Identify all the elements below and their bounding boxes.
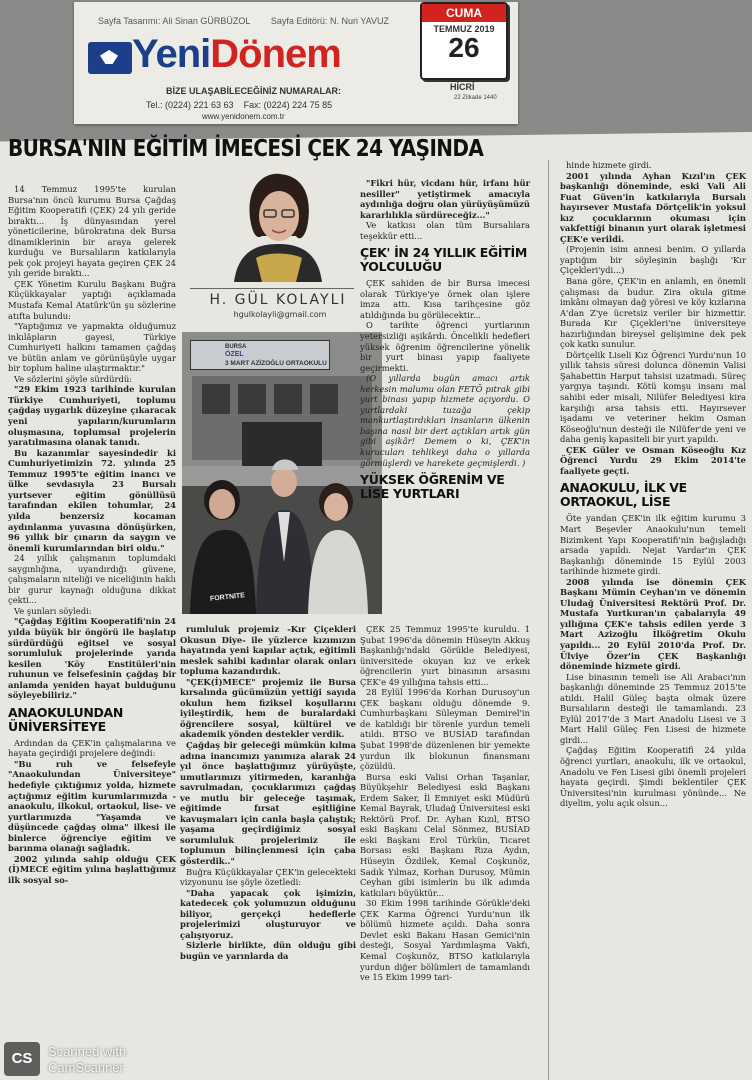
article-paragraph: 30 Ekim 1998 tarihinde Görükle'deki ÇEK Karma Öğrenci Yurdu'nun ilk bölümü hizmete açıldı. Daha sonra Devlet eski Bakanı Hasan Gemici'nin desteği, Sosyal Yardımlaşma Vakfı, Kemal Coşkunöz, BTSO katkılarıyla yurdun diğer bölümleri de tamamlandı ve 15 Ekim 1999 tari- (360, 898, 530, 983)
article-paragraph: 14 Temmuz 1995'te kurulan Bursa'nın öncü kurumu Bursa Çağdaş Eğitim Kooperatifi (ÇEK) 24 yılı geride bıraktı... İş dünyasından yerel yöneticilerine, bürokratına dek Bursa dinamiklerinin bir araya gelerek kurduğu ve Bursalıların katkılarıyla pek çok projeyi hayata geçiren ÇEK 24 yılı geride bıraktı... (8, 184, 176, 279)
school-photo (182, 332, 382, 614)
article-paragraph: hinde hizmete girdi. (566, 160, 652, 170)
article-paragraph: 24 yıllık çalışmanın toplumdaki saygınlığına, uyandırdığı güvene, çalışmaların niteliği ve niceliğinin haklı bir gurur kaynağı olduğuna dikkat çekti... (8, 553, 176, 606)
column-divider (548, 160, 549, 1080)
author-email: hgulkolayli@gmail.com (233, 310, 327, 319)
sign-school-name: 3 MART AZİZOĞLU ORTAOKULU (225, 360, 327, 367)
section-heading: ANAOKULUNDAN ÜNİVERSİTEYE (8, 704, 124, 734)
section-heading: ANAOKULU, İLK VE ORTAOKUL, LİSE (560, 480, 687, 510)
contact-numbers (146, 100, 332, 110)
article-paragraph: (Projenin isim annesi benim. O yıllarda yaptığım bir söyleşinin başlığı 'Kır Çiçekleri'ydi...) (560, 244, 746, 276)
article-headline: BURSA'NIN EĞİTİM İMECESİ ÇEK 24 YAŞINDA (8, 134, 484, 162)
article-paragraph: 2008 yılında ise dönemin ÇEK Başkanı Mümin Ceyhan'ın ve dönemin Uludağ Üniversitesi Rektörü Prof. Dr. Mustafa Yurtkuran'ın çabalarıyla 49 yıllığına ÇEK'e tahsis edilen yerde 3 Mart Azizoğlu İlköğretim Okulu yapıldı... 20 Eylül 2010'da Prof. Dr. Ülviye Özer'in ÇEK Başkanlığı döneminde hizmete girdi. (560, 576, 746, 672)
phone-number: Tel.: (0224) 221 63 63 (146, 100, 234, 110)
day-number: 26 (448, 32, 480, 63)
hicri-date: 22 Zilkade 1440 (454, 95, 497, 101)
article-paragraph: "Yaptığımız ve yapmakta olduğumuz inkılâpların gayesi, Türkiye Cumhuriyeti halkını tamamen çağdaş ve bütün anlam ve görünüşüyle uygar bir toplum haline ulaştırmaktır." (8, 321, 176, 374)
article-paragraph: ÇEK Güler ve Osman Köseoğlu Kız Öğrenci Yurdu 29 Ekim 2014'te faaliyete geçti. (560, 444, 746, 476)
article-paragraph: 2002 yılında sahip olduğu ÇEK (İ)MECE eğitim yılına başlattığımız ilk sosyal so- (8, 853, 176, 885)
article-paragraph: Sizlerle birlikte, dün olduğu gibi bugün ve yarınlarda da (180, 940, 356, 961)
tshirt-print: FORTNITE (209, 592, 246, 603)
article-paragraph: Dörtçelik Liseli Kız Öğrenci Yurdu'nun 10 yıllık tahsis süresi dolunca dönemin Valisi Şahabettin Harput tahsisi uzatmadı. Süreç yargıya taşındı. Kötü komşu insanı mal sahibi eder misali, Nilüfer Belediyesi kira karşılığı arsa tahsis etti. Hayırsever işadamı ve veteriner hekim Osman Köseoğlu'nun desteği ile Nilüfer'de yeni ve daha geniş kapasiteli bir yurt yapıldı. (560, 349, 746, 445)
dove-logo-icon (88, 42, 132, 74)
page-credits (98, 16, 407, 26)
article-paragraph: "Daha yapacak çok işimizin, katedecek çok yolumuzun olduğunu biliyor, gerçekçi hedeflerle projelerimizi oluşturuyor ve çalışıyoruz. (180, 887, 356, 940)
article-paragraph: "Çağdaş Eğitim Kooperatifi'nin 24 yılda büyük bir öngörü ile başlatıp sürdürdüğü eğitsel ve sosyal sorumluluk projelerinde yarıda kesilen 'Köy Enstitüleri'nin ruhunun ve felsefesinin çağdaş bir anlamda yeniden hayat bulduğunu söyleyebiliriz." (8, 616, 176, 701)
article-paragraph: Bana göre, ÇEK'in en anlamlı, en önemli çalışması da budur. Zira okula gitme imkânı olmayan dağ yöresi ve köy kızlarına A'dan Z'ye ücretsiz veriler bir hizmettir. Burada Kır Çiçekleri'ne üniversiteye hazırlığından bireysel gelişimine dek pek çok katkı sunulur. (560, 276, 746, 350)
article-paragraph: Bursa eski Valisi Orhan Taşanlar, Büyükşehir Belediyesi eski Başkanı Erdem Saker, İl Emniyet eski Müdürü Kemal Bayrak, Uludağ Üniversitesi eski Rektörü Prof. Dr. Ayhan Kızıl, BTSO eski Başkanı Celal Sönmez, BUSİAD eski Başkanı Erol Türkün, Ticaret Borsası eski Başkanı Rıza Aydın, Hüseyin Özdilek, Kemal Coşkunöz, Sadık Yılmaz, Korhan Durusoy, Mümin Ceyhan gibi isimlerin bu ilk adımda katkıları büyüktür... (360, 771, 530, 898)
fax-number: Fax: (0224) 224 75 85 (243, 100, 333, 110)
article-paragraph: "29 Ekim 1923 tarihinde kurulan Türkiye Cumhuriyeti, toplumu çağdaş uygarlık düzeyine çıkaracak yeni yapıların/kurumların oluşmasına, toplumsal projelerin yaratılmasına olanak tanıdı. (8, 384, 176, 448)
article-paragraph: ÇEK sahiden de bir Bursa imecesi olarak Türkiye'ye örnek olan işlere imza attı. Kısa tarihçesine göz atıldığında bu görülecektir... (360, 278, 530, 320)
article-paragraph: Ardından da ÇEK'in çalışmalarına ve hayata geçirdiği projelere değindi: (8, 737, 176, 759)
article-paragraph: Lise binasının temeli ise Ali Arabacı'nın başkanlığı döneminde 25 Temmuz 2015'te atıldı. Halil Güleç başta olmak üzere Bursalıların desteği ile tamamlandı. 23 Eylül 2017'de 3 Mart Anadolu Lisesi ve 3 Mart Halil Güleç Fen Lisesi de hizmete girdi... (560, 671, 746, 745)
column-4 (560, 160, 746, 809)
article-paragraph: Ve katkısı olan tüm Bursalılara teşekkür etti... (360, 220, 530, 241)
article-paragraph: Çağdaş Eğitim Kooperatifi 24 yılda öğrenci yurtları, anaokulu, ilk ve ortaokul, Anadolu ve Fen Lisesi gibi önemli projeleri hayata geçirdi. Şimdi beklentiler ÇEK Üniversitesi'nin kurulması yönünde... Ne diyelim, yolu açık olsun... (560, 745, 746, 809)
watermark-line2: CamScanner (48, 1060, 124, 1075)
article-paragraph: 28 Eylül 1996'da Korhan Durusoy'un ÇEK başkanı olduğu dönemde 9. Cumhurbaşkanı Süleyman Demirel'in de katıldığı bir törenle yurdun temeli atıldı. BTSO ve BUSİAD tarafından Şubat 1998'de düzenlenen bir yemekte yurdun ilk blokunun finansmanı çözüldü. (360, 687, 530, 772)
article-paragraph: rumluluk projemiz -Kır Çiçekleri Okusun Diye- ile yüzlerce kızımızın hayatında yeni kapılar açtık, eğitimli meslek sahibi kadınlar olarak onları topluma kazandırdık. (180, 624, 356, 677)
section-heading: ÇEK' İN 24 YILLIK EĞİTİM YOLCULUĞU (360, 245, 527, 275)
article-paragraph: Çağdaş bir geleceği mümkün kılma adına inancımızı yanımıza alarak 24 yıl önce başlattığımız yürüyüşte, umutlarımızı yitirmeden, karanlığa savrulmadan, çocuklarımızı çağdaş ve mutlu bir geleceğe taşımak, eğitimde fırsat eşitliğine kavuşmaları için canla başla çalıştık; yaşama geçirdiğimiz sosyal sorumluluk projelerimiz ile toplumun bilinçlenmesi için çaba gösterdik.." (180, 740, 356, 867)
author-name: H. GÜL KOLAYLI (209, 292, 347, 308)
logo-part1: Yeni (132, 32, 211, 76)
article-paragraph: ÇEK Yönetim Kurulu Başkanı Buğra Küçükkayalar yaptığı açıklamada Mustafa Kemal Atatürk'ün şu sözlerine atıfta bulundu: (8, 278, 176, 321)
article-paragraph: (O yıllarda bugün amacı artık herkesin malumu olan FETÖ pıtrak gibi yurt binası yapıp hizmete açıyordu. O yurtlardaki tuzağa çekip mankurtlaştırdıkları insanların ülkenin başına nasıl bir dert açtıkları artık gün gibi aşikâr! Demem o ki, ÇEK'in kurucuları tehlikeyi daha o yıllarda görmüşlerdi ve harekete geçmişlerdi. ) (360, 373, 530, 468)
website: www.yenidonem.com.tr (202, 112, 285, 121)
day-name: CUMA (422, 4, 506, 22)
article-paragraph: Öte yandan ÇEK'in ilk eğitim kurumu 3 Mart Beşevler Anaokulu'nun temeli Bizimkent Yapı Kooperatifi'nin bağışladığı arsada yapıldı. Nejat Vardar'ın ÇEK Başkanlığı döneminde 15 Eylül 2003 tarihinde hizmete girdi. (560, 513, 746, 577)
masthead (74, 2, 518, 124)
column-2-bottom (180, 624, 356, 962)
column-3-top (360, 178, 530, 505)
author-portrait (226, 166, 330, 282)
school-sign (190, 340, 330, 370)
article-paragraph: O tarihte öğrenci yurtlarının yetersizliği aşikârdı. Öncelikli hedefleri yüksek öğrenim öğrencilerine yönelik bir yurt binası yapıp faaliyete geçirmekti. (360, 320, 530, 373)
hicri-label: HİCRİ (450, 82, 475, 92)
article-paragraph: "ÇEK(İ)MECE" projemiz ile Bursa kırsalında gücümüzün yettiği sayıda okulun hem fiziksel koşullarını iyileştirdik, hem de buralardaki öğrencilere sosyal, kültürel ve akademik yönden destekler verdik. (180, 676, 356, 740)
article-paragraph: "Fikri hür, vicdanı hür, irfanı hür nesiller" yetiştirmek amacıyla aydınlığa doğru olan yürüyüşümüzü kararlılıkla sürdüreceğiz..." (360, 178, 530, 220)
article-paragraph: "Bu ruh ve felsefeyle "Anaokulundan Üniversiteye" hedefiyle çıktığımız yolda, hizmete açtığımız eğitim kurumlarımızda -anaokulu, ilkokul, ortaokul, lise- ve yurtlarımızda "Yaşamda ve düşüncede çağdaş olma" ilkesi ile binlerce öğrenciye eğitim ve barınma olanağı sağladık. (8, 758, 176, 854)
design-credit: Sayfa Tasarımı: Ali Sinan GÜRBÜZOL (98, 16, 251, 26)
sign-city: BURSA (225, 344, 247, 350)
article-paragraph: ÇEK 25 Temmuz 1995'te kuruldu. 1 Şubat 1996'da dönemin Hüseyin Akkuş Başkanlığı'ndaki Görükle Belediyesi, üniversitede okuyan kız ve erkek öğrencilerin yurt binasının arsasını ÇEK'e 49 yıllığına tahsis etti... (360, 624, 530, 687)
article-paragraph: Ve şunları söyledi: (14, 605, 92, 616)
camscanner-logo-icon: CS (4, 1042, 40, 1076)
school-photo-image (182, 332, 382, 614)
calendar-date (420, 2, 508, 80)
article-paragraph: Bu kazanımlar sayesindedir ki Cumhuriyetimizin 72. yılında 25 Temmuz 1995'te eğitim inancı ve ülke sevdasıyla 23 Bursalı yurtsever eğitim gönüllüsü tarafından ekilen tohumlar, 24 yılda benzersiz kocaman aydınlanma yuvasına dönüşürken, 96 yıllık bir çınarın da saygın ve önemli kurumlarından biri oldu." (8, 447, 176, 553)
watermark-line1: Scanned with (48, 1044, 127, 1059)
column-3-bottom (360, 624, 530, 983)
author-portrait-image (226, 166, 330, 282)
logo-part2: Dönem (210, 32, 341, 76)
article-paragraph: 2001 yılında Ayhan Kızıl'ın ÇEK başkanlığı döneminde, eski Vali Ali Fuat Güven'in katkılarıyla Bursalı hayırsever Mustafa Dörtçelik'in yoksul kız çocuklarının okuması için vakfettiği binanın yurt olarak işletmesi ÇEK'e verildi. (560, 170, 746, 244)
editor-credit: Sayfa Editörü: N. Nuri YAVUZ (270, 16, 389, 26)
newspaper-logo (132, 32, 341, 77)
author-rule (190, 288, 354, 289)
contact-heading: BİZE ULAŞABİLECEĞİNİZ NUMARALAR: (166, 86, 341, 96)
article-paragraph: Buğra Küçükkayalar ÇEK'in gelecekteki vizyonunu ise şöyle özetledi: (180, 866, 356, 888)
section-heading: YÜKSEK ÖĞRENİM VE LİSE YURTLARI (360, 472, 505, 502)
column-1 (8, 184, 176, 885)
sign-type: ÖZEL (225, 351, 244, 358)
month-year: TEMMUZ 2019 (433, 24, 495, 34)
article-paragraph: Ve sözlerini şöyle sürdürdü: (14, 373, 133, 384)
